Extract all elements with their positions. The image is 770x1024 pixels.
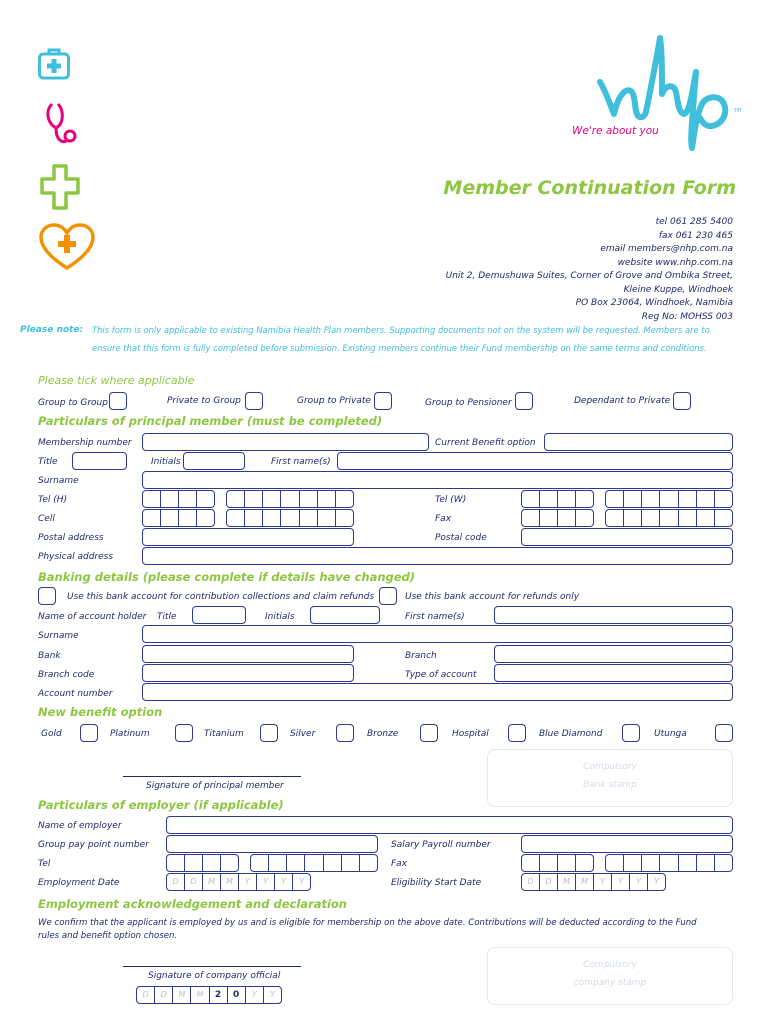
bank-label: Bank [38,651,61,661]
bank-title-field[interactable] [192,606,246,624]
fax-code-field[interactable] [521,509,594,527]
initials-label: Initials [151,457,181,467]
physical-address-field[interactable] [142,547,733,565]
date-cell: D [137,987,155,1003]
contact-pobox: PO Box 23064, Windhoek, Namibia [575,298,733,308]
checkbox-platinum[interactable] [175,724,193,742]
account-type-field[interactable] [494,664,733,682]
cell-label: Cell [38,514,55,524]
date-cell: Y [246,987,264,1003]
note-label: Please note: [20,325,84,335]
date-cell: Y [654,877,659,886]
tel-h-label: Tel (H) [38,495,68,505]
tel-h-number-field[interactable] [226,490,354,508]
principal-signature-label: Signature of principal member [146,781,284,791]
employer-name-field[interactable] [166,816,733,834]
employer-fax-label: Fax [391,859,408,869]
first-names-field[interactable] [337,452,733,470]
applicable-label-3: Group to Private [297,396,371,406]
applicable-label-4: Group to Pensioner [425,398,512,408]
date-cell: Y [275,874,293,890]
date-cell: D [522,874,540,890]
benefit-blue-diamond-label: Blue Diamond [539,729,603,739]
banking-heading: Banking details (please complete if details have changed) [38,570,416,584]
benefit-silver-label: Silver [290,729,316,739]
bank-initials-label: Initials [265,612,295,622]
bank-option-1-label: Use this bank account for contribution collections and claim refunds [67,592,375,602]
bank-initials-field[interactable] [310,606,380,624]
company-stamp-line-1: Compulsory [583,960,637,970]
initials-field[interactable] [183,452,245,470]
principal-signature-line[interactable] [123,776,301,777]
heart-icon [38,222,96,272]
employment-date-field[interactable] [166,873,311,891]
declaration-line-1: We confirm that the applicant is employed by us and is eligible for membership on the above date. Contributions will be deducted according to the Fund [38,918,697,928]
official-signature-label: Signature of company official [148,971,281,981]
bank-first-names-field[interactable] [494,606,733,624]
benefit-heading: New benefit option [38,705,163,719]
first-names-label: First name(s) [271,457,331,467]
tel-w-label: Tel (W) [435,495,467,505]
medical-kit-icon [38,46,70,88]
employment-date-label: Employment Date [38,878,120,888]
branch-label: Branch [405,651,437,661]
bank-field[interactable] [142,645,354,663]
declaration-line-2: rules and benefit option chosen. [38,931,178,941]
surname-field[interactable] [142,471,733,489]
date-cell: D [185,874,203,890]
cell-number-field[interactable] [226,509,354,527]
company-stamp-line-2: company stamp [573,978,647,988]
applicable-label-5: Dependant to Private [574,396,671,406]
checkbox-blue-diamond[interactable] [622,724,640,742]
postal-address-label: Postal address [38,533,104,543]
date-cell: M [203,874,221,890]
account-number-label: Account number [38,689,113,699]
contact-address1: Unit 2, Demushuwa Suites, Corner of Grove and Ombika Street, [445,271,733,281]
contact-website[interactable]: website www.nhp.com.na [617,257,733,268]
employer-heading: Particulars of employer (if applicable) [38,798,284,812]
tel-w-number-field[interactable] [605,490,733,508]
contact-reg: Reg No: MOHSS 003 [641,311,733,322]
date-cell: 0 [228,987,246,1003]
account-number-field[interactable] [142,683,733,701]
principal-heading: Particulars of principal member (must be completed) [38,414,383,428]
checkbox-bronze[interactable] [420,724,438,742]
date-cell: Y [299,877,304,886]
stethoscope-icon [44,100,78,148]
date-cell: M [173,987,191,1003]
employer-name-label: Name of employer [38,821,122,831]
current-benefit-field[interactable] [544,433,733,451]
employer-fax-number-field[interactable] [605,854,733,872]
date-cell: M [221,874,239,890]
note-line-1: This form is only applicable to existing Namibia Health Plan members. Supporting documents not on the system will be requested. Members are to [92,325,710,335]
applicable-label-1: Group to Group [38,398,108,408]
date-cell: D [167,874,185,890]
checkbox-gold[interactable] [80,724,98,742]
fax-number-field[interactable] [605,509,733,527]
benefit-gold-label: Gold [41,729,62,739]
date-cell: 2 [210,987,228,1003]
membership-number-label: Membership number [38,438,132,448]
employer-tel-number-field[interactable] [250,854,378,872]
bank-stamp-line-1: Compulsory [583,762,637,772]
checkbox-hospital[interactable] [508,724,526,742]
benefit-bronze-label: Bronze [367,729,399,739]
checkbox-group-to-group[interactable] [109,392,127,410]
employer-tel-label: Tel [38,859,51,869]
branch-code-label: Branch code [38,670,95,680]
note-line-2: ensure that this form is fully completed before submission. Existing members continue their Fund membership on the same terms and conditions. [92,343,707,353]
tel-h-code-field[interactable] [142,490,215,508]
date-cell: M [191,987,209,1003]
employer-fax-code-field[interactable] [521,854,594,872]
eligibility-date-field[interactable] [521,873,666,891]
benefit-hospital-label: Hospital [452,729,489,739]
pay-point-label: Group pay point number [38,840,149,850]
form-title: Member Continuation Form [443,177,736,199]
official-signature-line[interactable] [123,966,301,967]
salary-payroll-field[interactable] [521,835,733,853]
bank-stamp-line-2: Bank stamp [583,780,637,790]
bank-stamp-area [487,749,733,807]
date-cell: Y [239,874,257,890]
checkbox-bank-collections[interactable] [38,587,56,605]
date-cell: Y [594,874,612,890]
postal-address-field[interactable] [142,528,354,546]
contact-tel: tel 061 285 5400 [655,217,733,227]
checkbox-bank-refunds-only[interactable] [379,587,397,605]
salary-payroll-label: Salary Payroll number [391,840,491,850]
checkbox-silver[interactable] [336,724,354,742]
checkbox-group-to-private[interactable] [374,392,392,410]
bank-first-names-label: First name(s) [405,612,465,622]
date-cell: M [576,874,594,890]
benefit-platinum-label: Platinum [110,729,150,739]
checkbox-private-to-group[interactable] [245,392,263,410]
checkbox-titanium[interactable] [260,724,278,742]
contact-email[interactable]: email members@nhp.com.na [600,244,733,254]
nhp-logo [596,32,744,162]
benefit-utunga-label: Utunga [654,729,687,739]
membership-number-field[interactable] [142,433,429,451]
company-stamp-area [487,947,733,1005]
date-cell: M [558,874,576,890]
bank-surname-label: Surname [38,631,79,641]
pay-point-field[interactable] [166,835,378,853]
trademark: TM [734,108,742,114]
benefit-titanium-label: Titanium [204,729,244,739]
tagline: We're about you [572,125,659,137]
date-cell: D [155,987,173,1003]
date-cell: Y [257,874,275,890]
account-type-label: Type of account [405,670,477,680]
applicable-label-2: Private to Group [167,396,241,406]
declaration-heading: Employment acknowledgement and declaration [38,897,347,911]
eligibility-date-label: Eligibility Start Date [391,878,482,888]
title-label: Title [38,457,58,467]
postal-code-field[interactable] [521,528,733,546]
contact-block [446,216,733,324]
signature-date-field[interactable] [136,986,282,1004]
account-holder-label: Name of account holder [38,612,147,622]
cell-code-field[interactable] [142,509,215,527]
date-cell: D [540,874,558,890]
surname-label: Surname [38,476,79,486]
branch-code-field[interactable] [142,664,354,682]
date-cell: Y [269,990,275,999]
title-field[interactable] [72,452,127,470]
checkbox-utunga[interactable] [715,724,733,742]
bank-surname-field[interactable] [142,625,733,643]
tel-w-code-field[interactable] [521,490,594,508]
current-benefit-label: Current Benefit option [435,438,536,448]
branch-field[interactable] [494,645,733,663]
checkbox-group-to-pensioner[interactable] [515,392,533,410]
postal-code-label: Postal code [435,533,487,543]
contact-address2: Kleine Kuppe, Windhoek [623,284,733,295]
date-cell: Y [630,874,648,890]
cross-icon [40,164,80,210]
checkbox-dependant-to-private[interactable] [673,392,691,410]
contact-fax: fax 061 230 465 [658,230,733,241]
bank-title-label: Title [157,612,177,622]
physical-address-label: Physical address [38,552,114,562]
employer-tel-code-field[interactable] [166,854,239,872]
bank-option-2-label: Use this bank account for refunds only [405,592,580,602]
applicable-heading: Please tick where applicable [38,374,195,387]
date-cell: Y [612,874,630,890]
fax-label: Fax [435,514,452,524]
